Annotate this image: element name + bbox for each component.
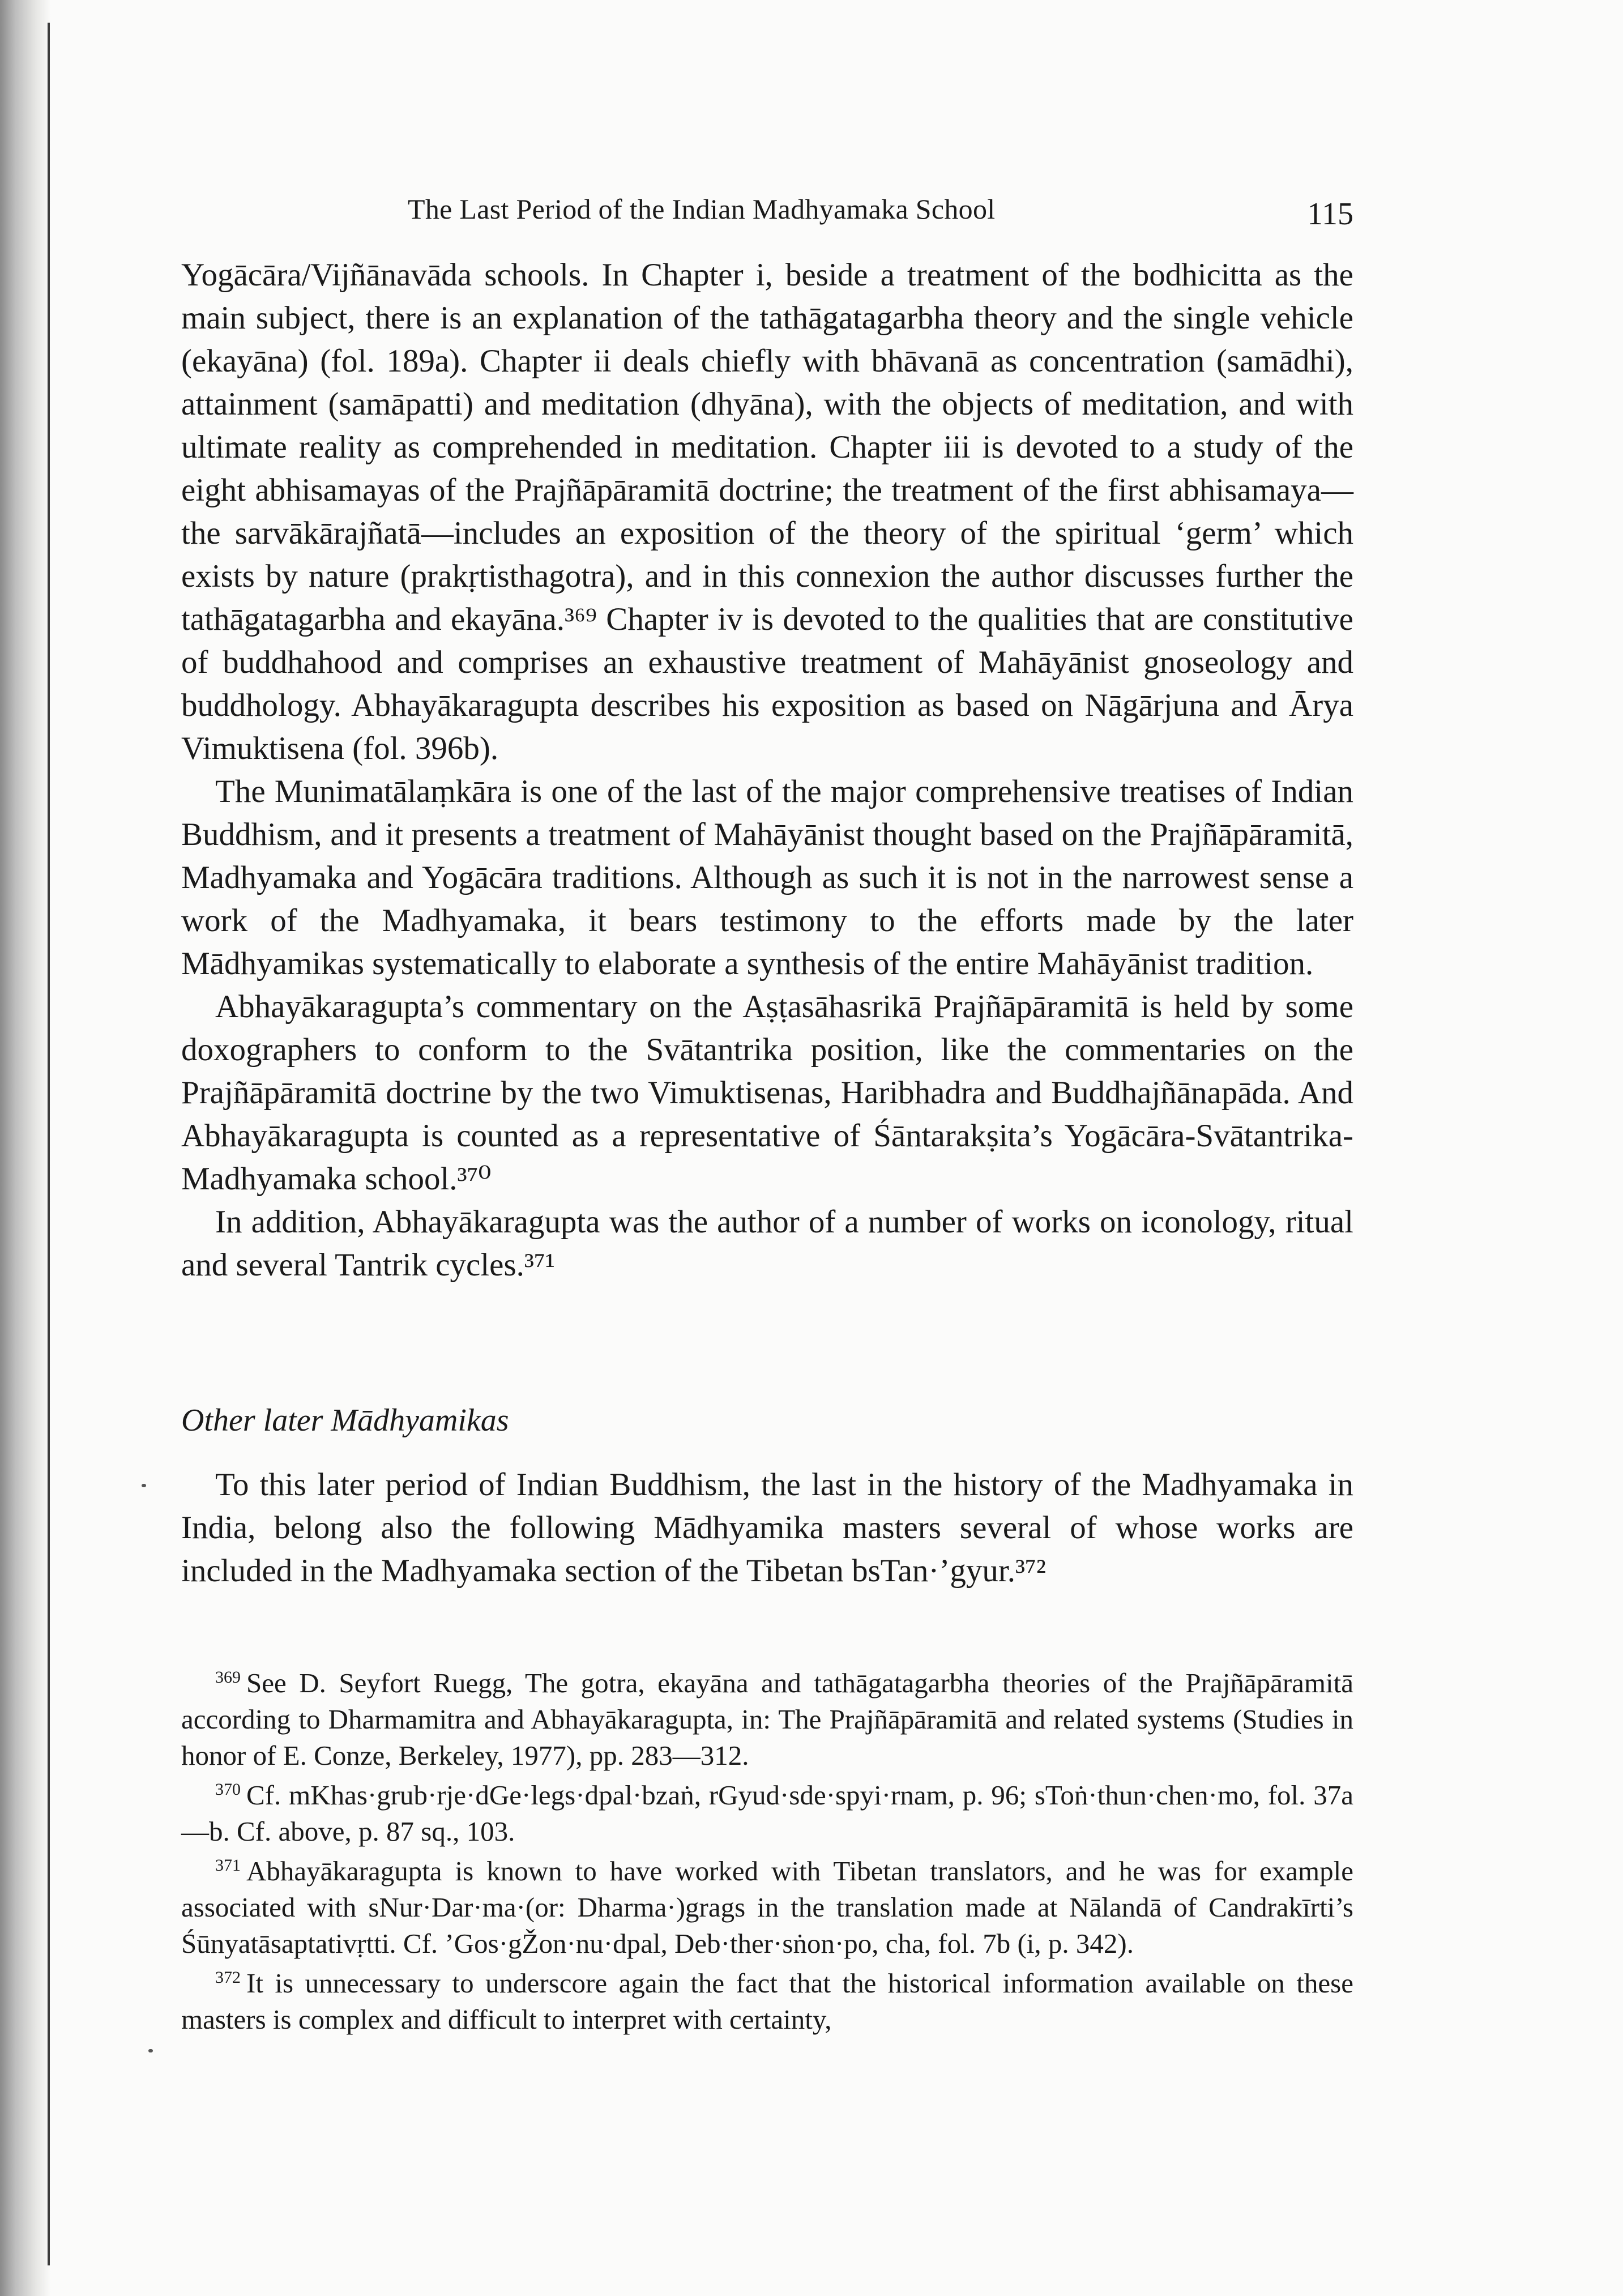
page-number: 115: [1307, 197, 1353, 232]
body-paragraph: Abhayākaragupta’s commentary on the Aṣṭasāhasrikā Prajñāpāramitā is held by some doxographers to conform to the Svātantrika position, like the commentaries on the Prajñāpāramitā doctrine by the two Vimuktisenas, Haribhadra and Buddhajñānapāda. And Abhayākaragupta is counted as a representative of Śāntarakṣita’s Yogācāra-Svātantrika-Madhyamaka school.³⁷⁰: [181, 989, 1353, 1197]
scan-speck: [148, 2049, 153, 2052]
footnote: [181, 1853, 1353, 1962]
section-paragraph: To this later period of Indian Buddhism, the last in the history of the Madhyamaka in India, belong also the following Mādhyamika masters several of whose works are included in the Madhyamaka section of the Tibetan bsTan·’gyur.³⁷²: [181, 1467, 1353, 1589]
footnotes: [181, 1665, 1353, 2041]
footnote-marker: 372: [215, 1968, 241, 1987]
footnote: [181, 1777, 1353, 1850]
body-paragraph: The Munimatālaṃkāra is one of the last of the major comprehensive treatises of Indian Buddhism, and it presents a treatment of Mahāyānist thought based on the Prajñāpāramitā, Madhyamaka and Yogācāra traditions. Although as such it is not in the narrowest sense a work of the Madhyamaka, it bears testimony to the efforts made by the later Mādhyamikas systematically to elaborate a synthesis of the entire Mahāyānist tradition.: [181, 774, 1353, 981]
running-head: [181, 188, 1353, 239]
body-paragraph: In addition, Abhayākaragupta was the author of a number of works on iconology, ritual and several Tantrik cycles.³⁷¹: [181, 1204, 1353, 1283]
section-heading: Other later Mādhyamikas: [181, 1403, 509, 1438]
footnote-marker: 370: [215, 1779, 241, 1799]
body-text: [181, 254, 1353, 1287]
footnote-marker: 369: [215, 1667, 241, 1687]
footnote-text: It is unnecessary to underscore again the fact that the historical information available on these masters is complex and difficult to interpret with certainty,: [181, 1968, 1353, 2035]
footnote-text: See D. Seyfort Ruegg, The gotra, ekayāna and tathāgatagarbha theories of the Prajñāpāramitā according to Dharmamitra and Abhayākaragupta, in: The Prajñāpāramitā and related systems (Studies in honor of E. Conze, Berkeley, 1977), pp. 283—312.: [181, 1667, 1353, 1771]
footnote: [181, 1665, 1353, 1774]
body-paragraph: Yogācāra/Vijñānavāda schools. In Chapter i, beside a treatment of the bodhicitta as the main subject, there is an explanation of the tathāgatagarbha theory and the single vehicle (ekayāna) (fol. 189a). Chapter ii deals chiefly with bhāvanā as concentration (samādhi), attainment (samāpatti) and meditation (dhyāna), with the objects of meditation, and with ultimate reality as comprehended in meditation. Chapter iii is devoted to a study of the eight abhisamayas of the Prajñāpāramitā doctrine; the treatment of the first abhisamaya—the sarvākārajñatā—includes an exposition of the theory of the spiritual ‘germ’ which exists by nature (prakṛtisthagotra), and in this connexion the author discusses further the tathāgatagarbha and ekayāna.³⁶⁹ Chapter iv is devoted to the qualities that are constitutive of buddhahood and comprises an exhaustive treatment of Mahāyānist gnoseology and buddhology. Abhayākaragupta describes his exposition as based on Nāgārjuna and Ārya Vimuktisena (fol. 396b).: [181, 257, 1353, 766]
binding-edge: [48, 23, 50, 2265]
footnote-text: Cf. mKhas·grub·rje·dGe·legs·dpal·bzaṅ, rGyud·sde·spyi·rnam, p. 96; sToṅ·thun·chen·mo, fol. 37a—b. Cf. above, p. 87 sq., 103.: [181, 1779, 1353, 1847]
running-title: The Last Period of the Indian Madhyamaka School: [408, 193, 996, 225]
binding-shadow: [0, 0, 51, 2296]
footnote-text: Abhayākaragupta is known to have worked with Tibetan translators, and he was for example associated with sNur·Dar·ma·(or: Dharma·)grags in the translation made at Nālandā of Candrakīrti’s Śūnyatāsaptativṛtti. Cf. ’Gos·gŽon·nu·dpal, Deb·ther·sṅon·po, cha, fol. 7b (i, p. 342).: [181, 1855, 1353, 1959]
footnote: [181, 1965, 1353, 2038]
footnote-marker: 371: [215, 1855, 241, 1875]
section-body: [181, 1463, 1353, 1593]
scan-speck: [142, 1484, 146, 1487]
